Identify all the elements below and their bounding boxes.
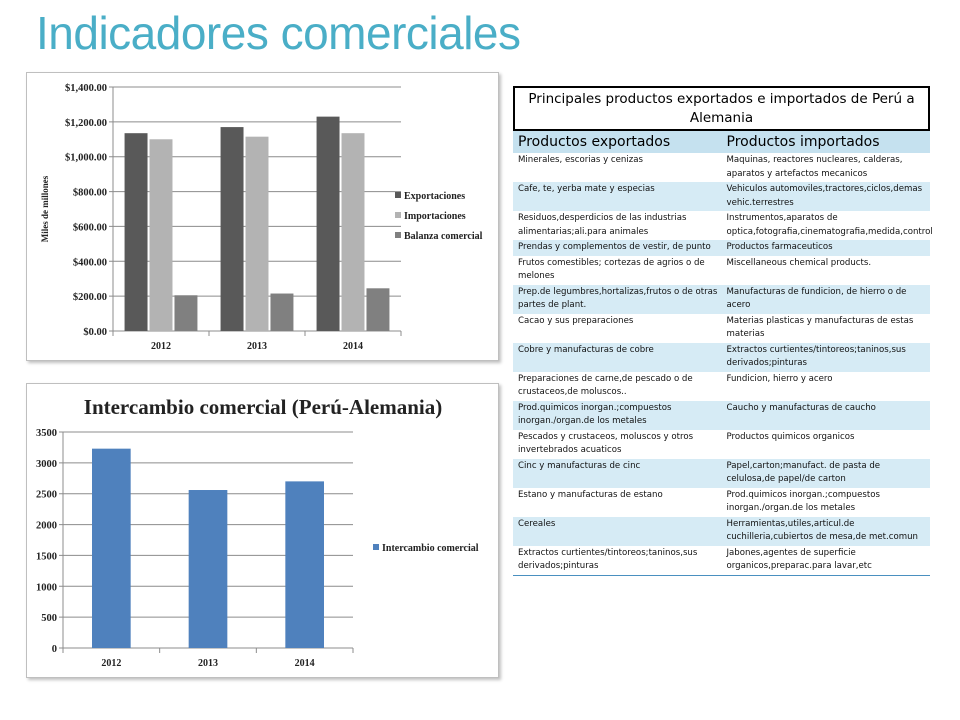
imported-product-cell: Materias plasticas y manufacturas de estas materias — [722, 314, 931, 343]
y-tick-label: 1000 — [36, 582, 57, 594]
x-tick-label: 2012 — [101, 658, 122, 669]
y-tick-label: $1,000.00 — [65, 152, 107, 164]
exported-product-cell: Frutos comestibles; cortezas de agrios o de melones — [513, 256, 722, 285]
table-row — [513, 546, 930, 576]
legend-swatch — [373, 544, 379, 550]
table-row — [513, 430, 930, 459]
exported-product-cell: Minerales, escorias y cenizas — [513, 153, 722, 182]
y-tick-label: 2000 — [36, 520, 57, 532]
exported-product-cell: Prod.quimicos inorgan.;compuestos inorgan./organ.de los metales — [513, 401, 722, 430]
exported-product-cell: Extractos curtientes/tintoreos;taninos,sus derivados;pinturas — [513, 546, 722, 576]
bar-importaciones — [342, 133, 365, 331]
slide-title: Indicadores comerciales — [36, 7, 521, 59]
exported-product-cell: Residuos,desperdicios de las industrias alimentarias;ali.para animales — [513, 211, 722, 240]
x-tick-label: 2014 — [343, 341, 363, 352]
table-row — [513, 182, 930, 211]
bar-balanza-comercial — [270, 294, 293, 331]
trade-balance-chart-svg — [27, 73, 498, 360]
bar-balanza-comercial — [174, 295, 197, 331]
exported-product-cell: Cinc y manufacturas de cinc — [513, 459, 722, 488]
imported-product-cell: Herramientas,utiles,articul.de cuchilleria,cubiertos de mesa,de met.comun — [722, 517, 931, 546]
exported-product-cell: Prendas y complementos de vestir, de punto — [513, 240, 722, 256]
x-tick-label: 2012 — [151, 341, 171, 352]
products-table — [513, 131, 933, 576]
bar-intercambio-comercial — [92, 449, 131, 648]
table-row — [513, 153, 930, 182]
imported-product-cell: Jabones,agentes de superficie organicos,preparac.para lavar,etc — [722, 546, 931, 576]
imported-product-cell: Productos farmaceuticos — [722, 240, 931, 256]
y-tick-label: 0 — [51, 644, 57, 655]
table-row — [513, 343, 930, 372]
exported-product-cell: Preparaciones de carne,de pescado o de crustaceos,de moluscos.. — [513, 372, 722, 401]
bar-importaciones — [246, 137, 269, 331]
y-tick-label: $600.00 — [72, 222, 107, 234]
table-row — [513, 459, 930, 488]
y-tick-label: $0.00 — [83, 327, 107, 338]
y-tick-label: 3000 — [36, 458, 57, 470]
exported-product-cell: Cobre y manufacturas de cobre — [513, 343, 722, 372]
table-row — [513, 211, 930, 240]
legend-swatch — [395, 232, 401, 238]
table-row — [513, 285, 930, 314]
bar-intercambio-comercial — [285, 481, 324, 648]
trade-balance-chart — [26, 72, 499, 361]
exported-product-cell: Pescados y crustaceos, moluscos y otros invertebrados acuaticos — [513, 430, 722, 459]
products-table-panel — [513, 86, 933, 576]
bar-exportaciones — [125, 133, 148, 331]
table-row — [513, 256, 930, 285]
exported-product-cell: Cacao y sus preparaciones — [513, 314, 722, 343]
y-tick-label: $1,200.00 — [65, 117, 107, 129]
table-row — [513, 372, 930, 401]
imported-product-cell: Papel,carton;manufact. de pasta de celulosa,de papel/de carton — [722, 459, 931, 488]
imported-product-cell: Caucho y manufacturas de caucho — [722, 401, 931, 430]
imported-product-cell: Fundicion, hierro y acero — [722, 372, 931, 401]
imported-product-cell: Instrumentos,aparatos de optica,fotografia,cinematografia,medida,control — [722, 211, 931, 240]
y-tick-label: 1500 — [36, 551, 57, 563]
table-row — [513, 488, 930, 517]
legend-label: Intercambio comercial — [382, 543, 479, 554]
imported-product-cell: Miscellaneous chemical products. — [722, 256, 931, 285]
y-tick-label: $200.00 — [72, 292, 107, 304]
header-exported: Productos exportados — [513, 131, 722, 153]
bar-intercambio-comercial — [189, 490, 228, 648]
x-tick-label: 2014 — [294, 658, 315, 669]
y-tick-label: $800.00 — [72, 187, 107, 199]
products-table-title: Principales productos exportados e importados de Perú a Alemania — [513, 86, 930, 131]
table-row — [513, 314, 930, 343]
imported-product-cell: Extractos curtientes/tintoreos;taninos,sus derivados;pinturas — [722, 343, 931, 372]
legend-label: Importaciones — [404, 211, 466, 222]
legend-label: Balanza comercial — [404, 231, 483, 242]
y-tick-label: 500 — [41, 613, 57, 625]
commercial-exchange-chart — [26, 383, 499, 678]
y-tick-label: 2500 — [36, 489, 57, 501]
imported-product-cell: Prod.quimicos inorgan.;compuestos inorgan./organ.de los metales — [722, 488, 931, 517]
exported-product-cell: Cereales — [513, 517, 722, 546]
bar-exportaciones — [317, 117, 340, 331]
commercial-exchange-chart-svg — [27, 384, 498, 677]
imported-product-cell: Productos quimicos organicos — [722, 430, 931, 459]
exported-product-cell: Prep.de legumbres,hortalizas,frutos o de otras partes de plant. — [513, 285, 722, 314]
bar-exportaciones — [221, 127, 244, 331]
imported-product-cell: Manufacturas de fundicion, de hierro o de acero — [722, 285, 931, 314]
bar-importaciones — [150, 139, 173, 331]
table-row — [513, 401, 930, 430]
products-table-header-row — [513, 131, 930, 153]
imported-product-cell: Maquinas, reactores nucleares, calderas, aparatos y artefactos mecanicos — [722, 153, 931, 182]
chart-title: Intercambio comercial (Perú-Alemania) — [83, 395, 443, 419]
exported-product-cell: Estano y manufacturas de estano — [513, 488, 722, 517]
bar-balanza-comercial — [366, 288, 389, 331]
y-axis-label: Miles de millones — [40, 175, 50, 243]
imported-product-cell: Vehiculos automoviles,tractores,ciclos,demas vehic.terrestres — [722, 182, 931, 211]
y-tick-label: $400.00 — [72, 257, 107, 269]
x-tick-label: 2013 — [198, 658, 218, 669]
legend-swatch — [395, 212, 401, 218]
y-tick-label: 3500 — [36, 428, 57, 439]
y-tick-label: $1,400.00 — [65, 83, 107, 94]
legend-label: Exportaciones — [404, 191, 466, 202]
exported-product-cell: Cafe, te, yerba mate y especias — [513, 182, 722, 211]
x-tick-label: 2013 — [247, 341, 267, 352]
table-row — [513, 240, 930, 256]
table-row — [513, 517, 930, 546]
header-imported: Productos importados — [722, 131, 931, 153]
legend-swatch — [395, 192, 401, 198]
